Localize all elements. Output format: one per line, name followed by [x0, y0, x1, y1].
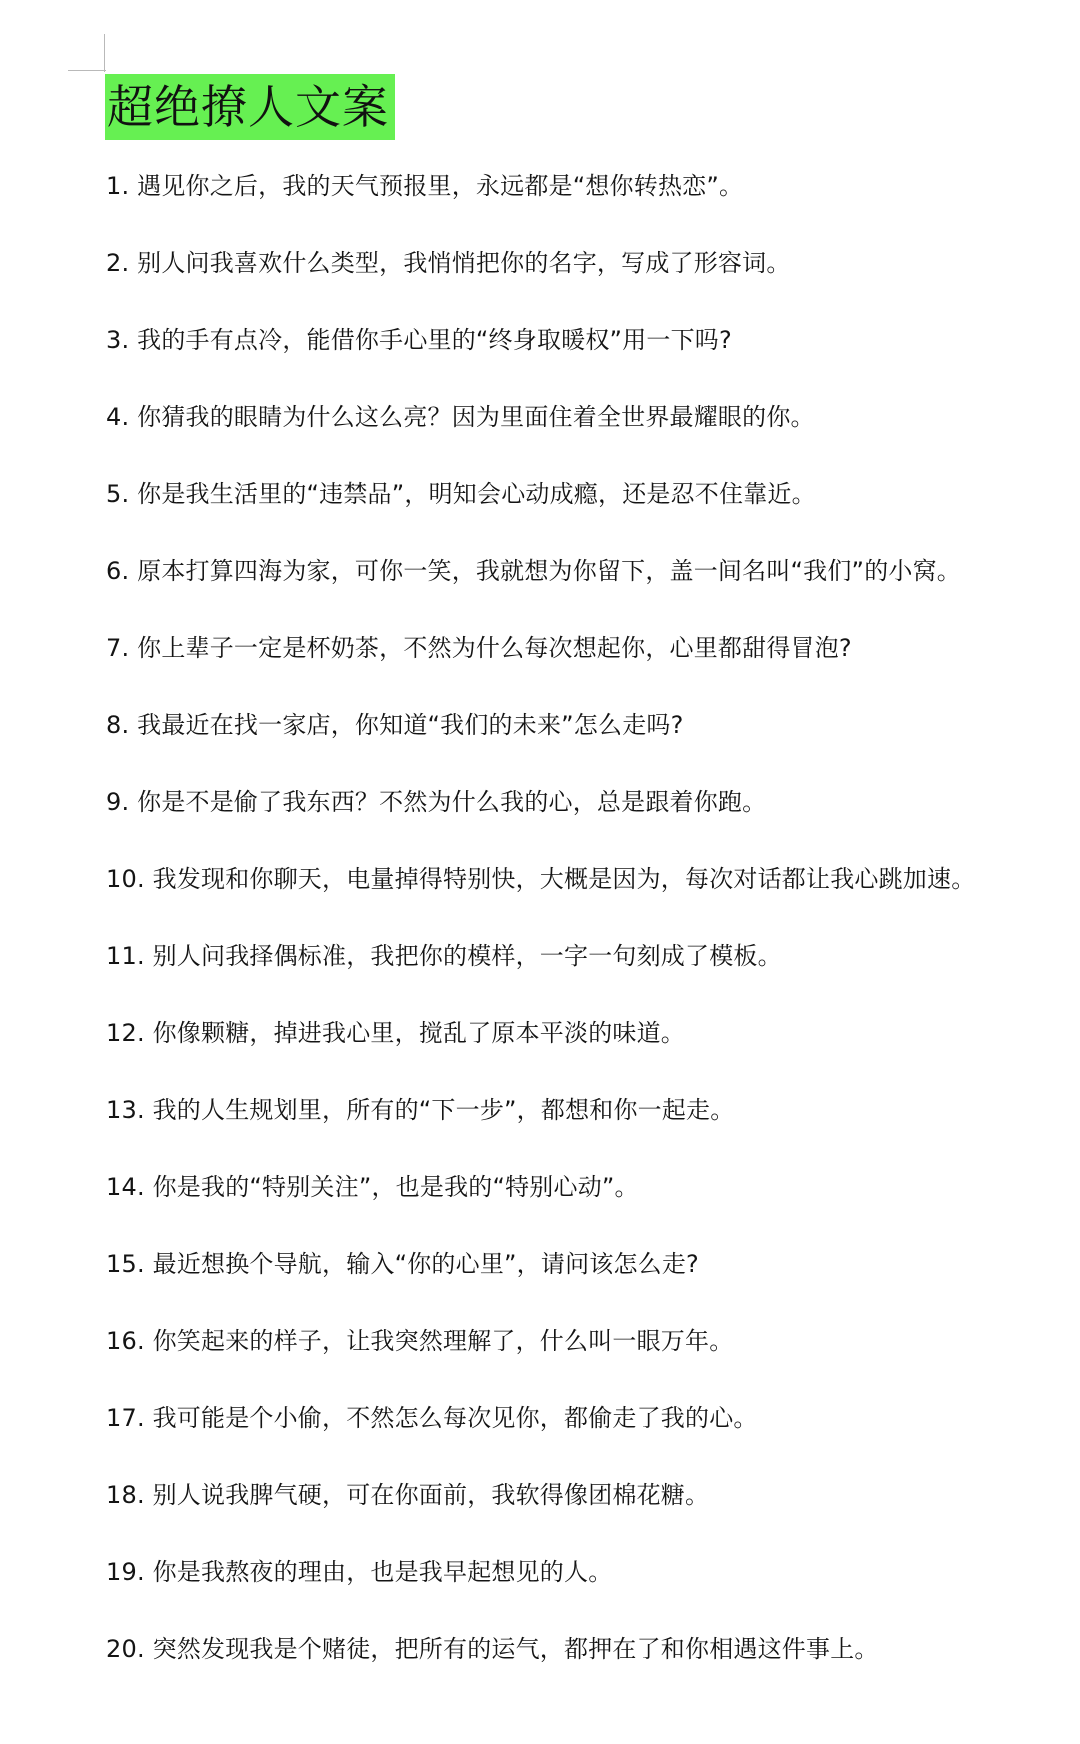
list-item: 2. 别人问我喜欢什么类型，我悄悄把你的名字，写成了形容词。 [106, 249, 791, 277]
list-item: 8. 我最近在找一家店，你知道“我们的未来”怎么走吗? [106, 711, 684, 739]
list-item: 10. 我发现和你聊天，电量掉得特别快，大概是因为，每次对话都让我心跳加速。 [106, 865, 976, 893]
page-margin-corner-mark [68, 34, 106, 72]
list-item: 20. 突然发现我是个赌徒，把所有的运气，都押在了和你相遇这件事上。 [106, 1635, 879, 1663]
list-item: 4. 你猜我的眼睛为什么这么亮？因为里面住着全世界最耀眼的你。 [106, 403, 815, 431]
list-item: 6. 原本打算四海为家，可你一笑，我就想为你留下，盖一间名叫“我们”的小窝。 [106, 557, 961, 585]
document-title: 超绝撩人文案 [105, 74, 395, 140]
list-item: 7. 你上辈子一定是杯奶茶，不然为什么每次想起你，心里都甜得冒泡? [106, 634, 852, 662]
list-item: 12. 你像颗糖，掉进我心里，搅乱了原本平淡的味道。 [106, 1019, 685, 1047]
margin-mark-vertical [104, 34, 105, 72]
list-item: 3. 我的手有点冷，能借你手心里的“终身取暖权”用一下吗? [106, 326, 732, 354]
list-item: 16. 你笑起来的样子，让我突然理解了，什么叫一眼万年。 [106, 1327, 734, 1355]
list-item: 17. 我可能是个小偷，不然怎么每次见你，都偷走了我的心。 [106, 1404, 758, 1432]
quote-list [106, 164, 1066, 1704]
list-item: 1. 遇见你之后，我的天气预报里，永远都是“想你转热恋”。 [106, 172, 744, 200]
list-item: 11. 别人问我择偶标准，我把你的模样，一字一句刻成了模板。 [106, 942, 782, 970]
list-item: 15. 最近想换个导航，输入“你的心里”，请问该怎么走? [106, 1250, 700, 1278]
list-item: 14. 你是我的“特别关注”，也是我的“特别心动”。 [106, 1173, 639, 1201]
margin-mark-horizontal [68, 70, 106, 71]
list-item: 13. 我的人生规划里，所有的“下一步”，都想和你一起走。 [106, 1096, 735, 1124]
list-item: 5. 你是我生活里的“违禁品”，明知会心动成瘾，还是忍不住靠近。 [106, 480, 816, 508]
list-item: 19. 你是我熬夜的理由，也是我早起想见的人。 [106, 1558, 613, 1586]
list-item: 9. 你是不是偷了我东西？不然为什么我的心，总是跟着你跑。 [106, 788, 767, 816]
list-item: 18. 别人说我脾气硬，可在你面前，我软得像团棉花糖。 [106, 1481, 710, 1509]
